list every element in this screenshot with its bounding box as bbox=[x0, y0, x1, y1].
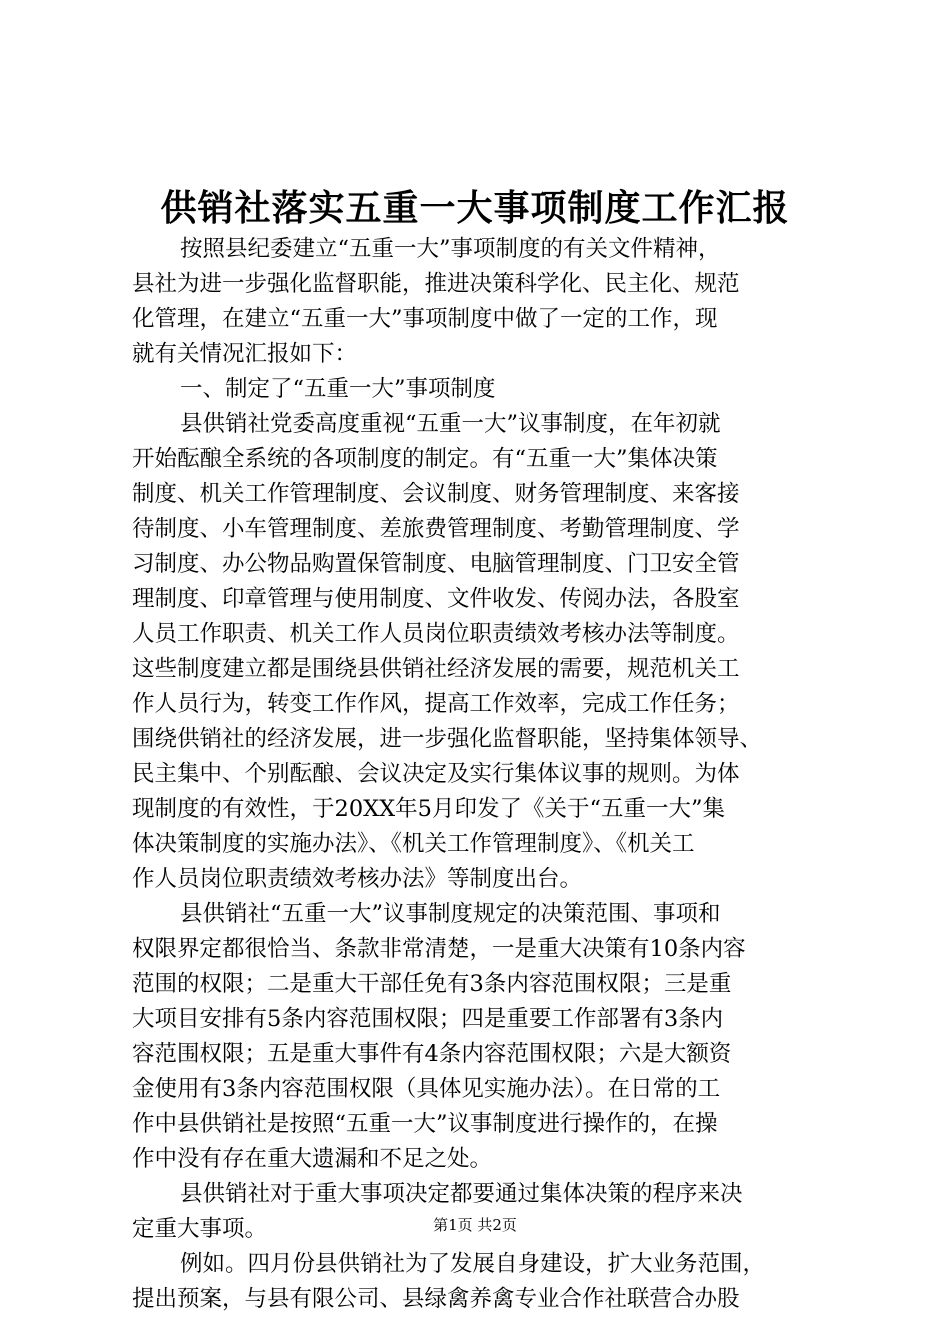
body-text-line: 例如。四月份县供销社为了发展自身建设，扩大业务范围， bbox=[180, 1251, 766, 1277]
body-text-line: 开始酝酿全系统的各项制度的制定。有“五重一大”集体决策 bbox=[132, 446, 718, 472]
body-text-line: 体决策制度的实施办法》、《机关工作管理制度》、《机关工 bbox=[132, 831, 695, 857]
body-text-line: 作中县供销社是按照“五重一大”议事制度进行操作的，在操 bbox=[132, 1111, 718, 1137]
body-text-line: 权限界定都很恰当、条款非常清楚，一是重大决策有10条内容 bbox=[132, 936, 746, 962]
body-text-line: 定重大事项。 bbox=[132, 1216, 268, 1242]
body-text-line: 理制度、印章管理与使用制度、文件收发、传阅办法，各股室 bbox=[132, 586, 740, 612]
body-text-line: 习制度、办公物品购置保管制度、电脑管理制度、门卫安全管 bbox=[132, 551, 740, 577]
body-text-line: 制度、机关工作管理制度、会议制度、财务管理制度、来客接 bbox=[132, 481, 740, 507]
body-text-line: 这些制度建立都是围绕县供销社经济发展的需要，规范机关工 bbox=[132, 656, 740, 682]
body-text-line: 作中没有存在重大遗漏和不足之处。 bbox=[132, 1146, 493, 1172]
body-text-line: 提出预案，与县有限公司、县绿禽养禽专业合作社联营合办股 bbox=[132, 1286, 740, 1312]
body-text-line: 现制度的有效性，于20XX年5月印发了《关于“五重一大”集 bbox=[132, 796, 725, 822]
body-text-line: 县社为进一步强化监督职能，推进决策科学化、民主化、规范 bbox=[132, 271, 740, 297]
body-text-line: 范围的权限；二是重大干部任免有3条内容范围权限；三是重 bbox=[132, 971, 732, 997]
document-body bbox=[132, 232, 856, 1317]
body-text-line: 就有关情况汇报如下： bbox=[132, 341, 358, 367]
body-text-line: 人员工作职责、机关工作人员岗位职责绩效考核办法等制度。 bbox=[132, 621, 740, 647]
body-text-line: 大项目安排有5条内容范围权限；四是重要工作部署有3条内 bbox=[132, 1006, 724, 1032]
page-footer: 第1页 共2页 bbox=[433, 1216, 517, 1234]
body-text-line: 按照县纪委建立“五重一大”事项制度的有关文件精神， bbox=[180, 236, 721, 262]
body-text-line: 化管理，在建立“五重一大”事项制度中做了一定的工作，现 bbox=[132, 306, 718, 332]
body-text-line: 容范围权限；五是重大事件有4条内容范围权限；六是大额资 bbox=[132, 1041, 732, 1067]
document-title: 供销社落实五重一大事项制度工作汇报 bbox=[160, 187, 790, 229]
body-text-line: 县供销社对于重大事项决定都要通过集体决策的程序来决 bbox=[180, 1181, 743, 1207]
body-text-line: 作人员岗位职责绩效考核办法》等制度出台。 bbox=[132, 866, 583, 892]
body-text-line: 待制度、小车管理制度、差旅费管理制度、考勤管理制度、学 bbox=[132, 516, 740, 542]
body-text-line: 县供销社“五重一大”议事制度规定的决策范围、事项和 bbox=[180, 901, 721, 927]
body-text-line: 县供销社党委高度重视“五重一大”议事制度，在年初就 bbox=[180, 411, 721, 437]
body-text-line: 民主集中、个别酝酿、会议决定及实行集体议事的规则。为体 bbox=[132, 761, 740, 787]
body-text-line: 围绕供销社的经济发展，进一步强化监督职能，坚持集体领导、 bbox=[132, 726, 763, 752]
body-text-line: 一、制定了“五重一大”事项制度 bbox=[180, 376, 496, 402]
body-text-line: 金使用有3条内容范围权限（具体见实施办法）。在日常的工 bbox=[132, 1076, 721, 1102]
body-text-line: 作人员行为，转变工作作风，提高工作效率，完成工作任务； bbox=[132, 691, 740, 717]
